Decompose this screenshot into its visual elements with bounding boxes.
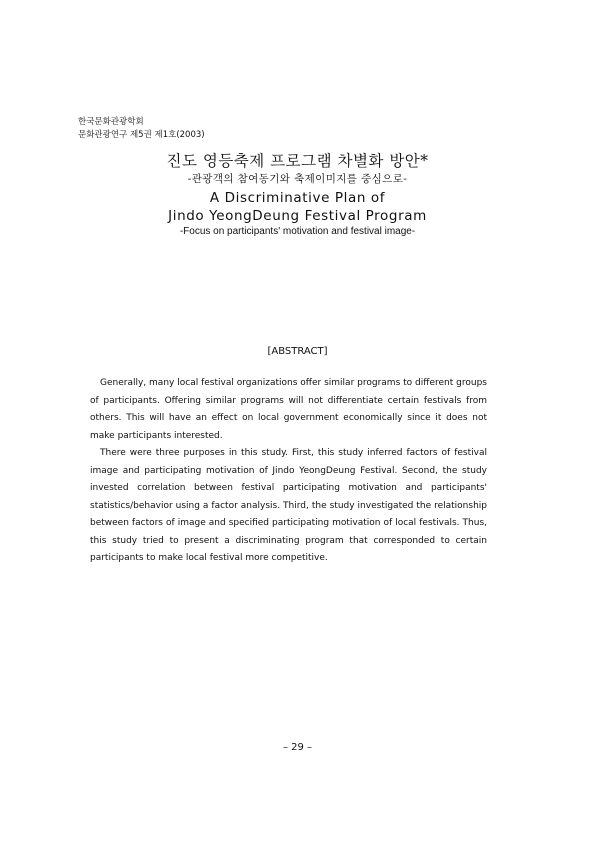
society-name: 한국문화관광학회 (78, 117, 144, 127)
title-english-line1: A Discriminative Plan of (209, 190, 386, 206)
page-number: – 29 – (282, 742, 313, 753)
abstract-paragraph-1: Generally, many local festival organizations offer similar programs to different groups of participants. Offering similar programs will not differentiate certain festivals from others. This will have an effect on local government economically since it does not make participants interested. (90, 378, 487, 441)
subtitle-english: -Focus on participants' motivation and festival image- (179, 226, 416, 237)
title-english-line2: Jindo YeongDeung Festival Program (168, 207, 427, 224)
abstract-heading: [ABSTRACT] (267, 346, 328, 357)
abstract-body (90, 375, 487, 568)
journal-issue: 문화관광연구 제5권 제1호(2003) (78, 130, 205, 140)
title-korean: 진도 영등축제 프로그램 차별화 방안* (166, 152, 429, 170)
title-block (0, 151, 595, 239)
abstract-paragraph-2: There were three purposes in this study. First, this study inferred factors of festival image and participating motivation of Jindo YeongDeung Festival. Second, the study invested correlation between festival participating motivation and participants' statistics/behavior using a factor analysis. Third, the study investigated the relationship between factors of image and specified participating motivation of local festivals. Thus, this study tried to present a discriminating program that corresponded to certain participants to make local festival more competitive. (90, 448, 487, 563)
journal-header (78, 116, 205, 142)
subtitle-korean: -관광객의 참여동기와 축제이미지를 중심으로- (187, 173, 408, 185)
